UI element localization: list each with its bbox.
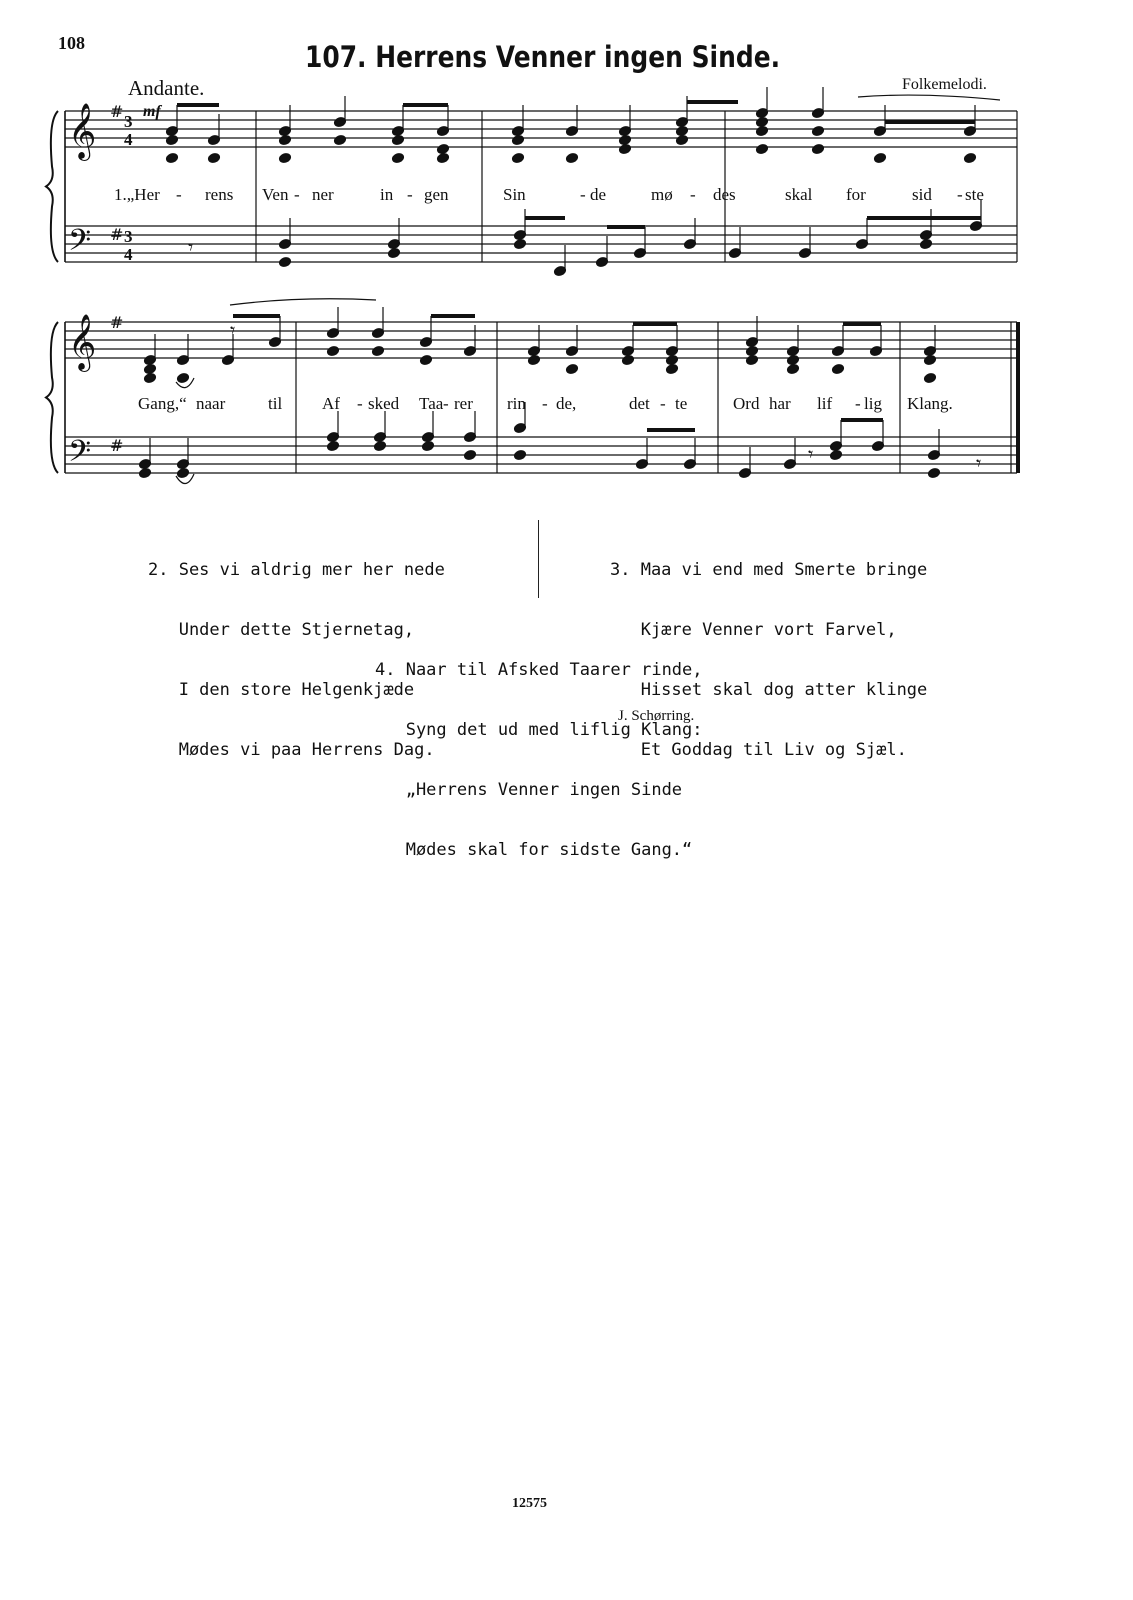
page-number: 108 <box>58 33 85 53</box>
note-head <box>436 143 449 154</box>
note-head <box>391 152 404 163</box>
note-head <box>278 152 291 163</box>
note-head <box>923 372 936 383</box>
note-head <box>278 134 291 145</box>
dynamic-marking: mf <box>143 103 161 120</box>
music-score <box>0 0 1133 500</box>
lyric-syllable: - <box>407 185 413 204</box>
verse-4-line: 4. Naar til Afsked Taarer rinde, <box>375 660 703 680</box>
note-head <box>829 449 842 460</box>
note-head <box>165 152 178 163</box>
time-signature-top: 3 <box>124 112 133 131</box>
lyric-syllable: Ven <box>262 185 289 204</box>
note-head <box>436 152 449 163</box>
note-head <box>207 152 220 163</box>
note-head <box>675 134 688 145</box>
lyric-syllable: lif <box>817 394 833 413</box>
lyric-syllable: - <box>176 185 182 204</box>
note-head <box>391 134 404 145</box>
lyric-syllable: - <box>294 185 300 204</box>
note-head <box>565 152 578 163</box>
verse-3-line: Kjære Venner vort Farvel, <box>610 620 897 640</box>
lyric-syllable: - <box>443 394 449 413</box>
note-head <box>143 363 156 374</box>
treble-clef-icon: 𝄞 <box>68 314 97 370</box>
lyric-syllable: 1.„Her <box>114 185 160 204</box>
lyric-syllable: naar <box>196 394 226 413</box>
lyric-syllable: - <box>580 185 586 204</box>
verse-3-line: Hisset skal dog atter klinge <box>610 680 928 700</box>
time-signature-top: 3 <box>124 227 133 246</box>
note-head <box>786 363 799 374</box>
lyric-syllable: Ord <box>733 394 760 413</box>
lyric-syllable: te <box>675 394 688 413</box>
lyric-syllable: des <box>713 185 736 204</box>
sharp-key-signature-icon: # <box>110 313 124 332</box>
verse-2-line: Mødes vi paa Herrens Dag. <box>148 740 435 760</box>
note-head <box>565 363 578 374</box>
verse-3-line: Et Goddag til Liv og Sjæl. <box>610 740 907 760</box>
note-head <box>831 363 844 374</box>
note-head <box>373 440 386 451</box>
note-head <box>143 372 156 383</box>
note-head <box>421 440 434 451</box>
note-head <box>618 134 631 145</box>
lyric-syllable: ner <box>312 185 334 204</box>
note-head <box>138 467 151 478</box>
note-head <box>333 134 346 145</box>
note-head <box>755 143 768 154</box>
lyric-syllable: for <box>846 185 866 204</box>
note-head <box>419 354 432 365</box>
note-head <box>755 125 768 136</box>
bass-clef-icon: 𝄢 <box>68 224 92 265</box>
lyric-syllable: Taa <box>419 394 444 413</box>
lyric-syllable: Af <box>322 394 340 413</box>
note-head <box>278 256 291 267</box>
note-head <box>511 134 524 145</box>
note-head <box>745 345 758 356</box>
verse-2-line: 2. Ses vi aldrig mer her nede <box>148 560 445 580</box>
treble-clef-icon: 𝄞 <box>68 103 97 159</box>
verse-4-line: Syng det ud med liflig Klang: <box>375 720 703 740</box>
lyric-syllable: skal <box>785 185 813 204</box>
note-head <box>919 238 932 249</box>
rest-icon: 𝄾 <box>976 451 982 475</box>
verse-4-line: „Herrens Venner ingen Sinde <box>375 780 683 800</box>
note-head <box>176 372 189 383</box>
lyric-syllable: - <box>957 185 963 204</box>
lyric-syllable: in <box>380 185 394 204</box>
rest-icon: 𝄾 <box>230 318 236 342</box>
note-head <box>786 354 799 365</box>
note-head <box>513 449 526 460</box>
lyric-syllable: Gang,“ <box>138 394 187 413</box>
lyric-syllable: sked <box>368 394 400 413</box>
slur <box>858 95 1000 100</box>
verse-4 <box>375 620 703 880</box>
note-head <box>326 440 339 451</box>
note-head <box>513 238 526 249</box>
lyric-syllable: rer <box>454 394 473 413</box>
note-head <box>618 143 631 154</box>
note-head <box>963 152 976 163</box>
verse-2-line: I den store Helgenkjæde <box>148 680 415 700</box>
note-head <box>527 354 540 365</box>
rest-icon: 𝄾 <box>808 442 814 466</box>
note-head <box>463 449 476 460</box>
lyric-syllable: lig <box>864 394 882 413</box>
lyric-syllable: de <box>590 185 607 204</box>
note-head <box>665 363 678 374</box>
verse-4-line: Mødes skal for sidste Gang.“ <box>375 840 693 860</box>
note-head <box>811 125 824 136</box>
lyric-syllable: - <box>660 394 666 413</box>
bass-clef-icon: 𝄢 <box>68 435 92 476</box>
lyric-syllable: Sin <box>503 185 526 204</box>
lyric-syllable: mø <box>651 185 673 204</box>
lyric-syllable: har <box>769 394 791 413</box>
note-head <box>387 247 400 258</box>
lyric-syllable: rens <box>205 185 234 204</box>
note-head <box>923 354 936 365</box>
note-head <box>176 467 189 478</box>
note-head <box>511 152 524 163</box>
lyric-syllable: - <box>542 394 548 413</box>
brace <box>46 322 58 473</box>
lyric-syllable: - <box>855 394 861 413</box>
note-head <box>745 354 758 365</box>
brace <box>46 111 58 262</box>
slur <box>230 299 376 305</box>
tempo-marking: Andante. <box>128 76 205 100</box>
note-head <box>675 125 688 136</box>
note-head <box>326 345 339 356</box>
lyric-syllable: til <box>268 394 283 413</box>
lyricist-credit: J. Schørring. <box>618 708 695 724</box>
composer-credit: Folkemelodi. <box>902 76 987 93</box>
note-head <box>927 467 940 478</box>
lyric-syllable: - <box>690 185 696 204</box>
lyric-syllable: gen <box>424 185 449 204</box>
lyric-syllable: - <box>357 394 363 413</box>
plate-number: 12575 <box>512 1496 547 1511</box>
rest-icon: 𝄾 <box>188 235 194 259</box>
lyric-syllable: Klang. <box>907 394 953 413</box>
note-head <box>811 143 824 154</box>
note-head <box>621 354 634 365</box>
time-signature-bottom: 4 <box>124 245 133 264</box>
note-head <box>371 345 384 356</box>
lyric-syllable: det <box>629 394 650 413</box>
verse-3-line: 3. Maa vi end med Smerte bringe <box>610 560 928 580</box>
lyric-syllable: sid <box>912 185 932 204</box>
lyric-syllable: rin <box>507 394 526 413</box>
lyric-syllable: ste <box>965 185 984 204</box>
sharp-key-signature-icon: # <box>110 102 124 121</box>
note-head <box>755 116 768 127</box>
sharp-key-signature-icon: # <box>110 225 124 244</box>
note-head <box>873 152 886 163</box>
time-signature-bottom: 4 <box>124 130 133 149</box>
note-head <box>165 134 178 145</box>
note-head <box>665 354 678 365</box>
song-title: 107. Herrens Venner ingen Sinde. <box>305 40 781 74</box>
verse-separator <box>538 520 539 598</box>
sharp-key-signature-icon: # <box>110 436 124 455</box>
verse-2-line: Under dette Stjernetag, <box>148 620 415 640</box>
lyric-syllable: de, <box>556 394 577 413</box>
